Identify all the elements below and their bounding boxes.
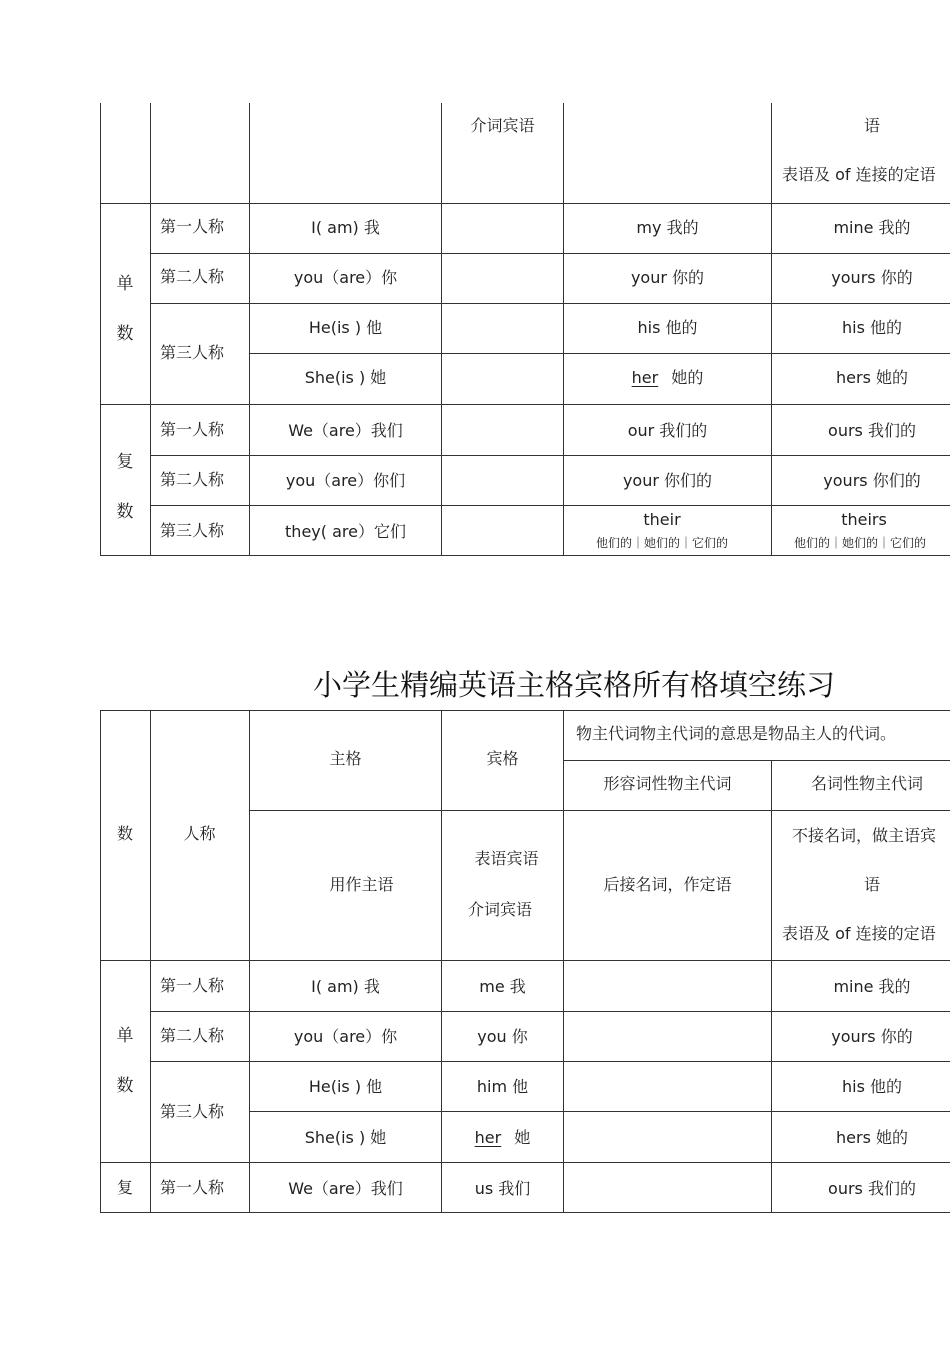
table-1-col-border xyxy=(441,103,442,556)
page-title: 小学生精编英语主格宾格所有格填空练习 xyxy=(313,668,836,702)
person-label: 第一人称 xyxy=(160,217,225,236)
header-noun-use-line2: 表语及 of 连接的定语 xyxy=(782,165,936,184)
number-singular-label: 单数 xyxy=(116,1026,134,1096)
number-plural-label: 复数 xyxy=(116,452,134,522)
person-label: 第三人称 xyxy=(160,521,225,540)
table-1-row-border xyxy=(150,505,950,506)
person-label: 第一人称 xyxy=(160,976,225,995)
possessive-adj-cell xyxy=(564,368,771,388)
table-1-row-border xyxy=(100,203,950,204)
header-noun-use-line3: 表语及 of 连接的定语 xyxy=(782,924,936,943)
person-label: 第一人称 xyxy=(160,420,225,439)
subject-cell: they( are）它们 xyxy=(285,522,406,541)
person-label: 第三人称 xyxy=(160,1102,225,1121)
header-subject-case: 主格 xyxy=(329,749,362,768)
table-1-row-border xyxy=(150,303,950,304)
possessive-pron-cell: ours 我们的 xyxy=(828,1179,916,1198)
object-cell: you 你 xyxy=(477,1027,528,1046)
number-singular-label: 单数 xyxy=(116,274,134,344)
table-2-row-border xyxy=(150,1011,950,1012)
possessive-pron-cell: his 他的 xyxy=(841,318,902,337)
header-noun-use-line1: 不接名词，做主语宾 xyxy=(792,826,937,845)
table-2-row-border xyxy=(150,1061,950,1062)
possessive-pron-cell: yours 你的 xyxy=(831,1027,913,1046)
person-label: 第二人称 xyxy=(160,267,225,286)
possessive-adj-cell: our 我们的 xyxy=(627,421,708,440)
table-1-row-border xyxy=(150,253,950,254)
possessive-pron-cell: ours 我们的 xyxy=(828,421,916,440)
table-1-row-border xyxy=(100,555,950,556)
table-2-row-border xyxy=(100,1162,950,1163)
table-2-col-border xyxy=(150,710,151,1213)
table-2-row-border xyxy=(249,1111,950,1112)
subject-cell: We（are）我们 xyxy=(288,421,403,440)
table-2-col-border xyxy=(100,710,101,1213)
header-object-use-line1: 表语宾语 xyxy=(474,849,539,868)
subject-cell: you（are）你 xyxy=(293,268,398,287)
header-number: 数 xyxy=(116,824,133,843)
possessive-adj-cell: my 我的 xyxy=(636,218,699,237)
subject-cell: I( am) 我 xyxy=(311,218,380,237)
possessive-adj-cell: your 你们的 xyxy=(622,471,713,490)
subject-cell: She(is ) 她 xyxy=(304,368,387,387)
subject-cell: you（are）你们 xyxy=(285,471,406,490)
possessive-pron-cell: yours 你的 xyxy=(831,268,913,287)
subject-cell: She(is ) 她 xyxy=(304,1128,387,1147)
object-cell: him 他 xyxy=(476,1077,529,1096)
number-plural-label: 复 xyxy=(116,1178,133,1197)
possessive-pron-cell: his 他的 xyxy=(841,1077,902,1096)
object-cell xyxy=(442,1128,563,1148)
subject-cell: We（are）我们 xyxy=(288,1179,403,1198)
underlined-answer: her xyxy=(631,368,659,387)
header-person: 人称 xyxy=(183,824,216,843)
header-object-case: 宾格 xyxy=(486,749,519,768)
table-2-row-border xyxy=(100,960,950,961)
subject-cell: you（are）你 xyxy=(293,1027,398,1046)
possessive-adj-cell: their xyxy=(643,510,681,529)
object-cell: us 我们 xyxy=(474,1179,531,1198)
person-label: 第二人称 xyxy=(160,1026,225,1045)
subject-cell: I( am) 我 xyxy=(311,977,380,996)
object-cell: me 我 xyxy=(479,977,526,996)
person-label: 第一人称 xyxy=(160,1178,225,1197)
possessive-adj-meaning: 她的 xyxy=(671,368,704,387)
header-noun-possessive: 名词性物主代词 xyxy=(810,774,923,793)
table-1-col-border xyxy=(150,103,151,556)
possessive-adj-cell: your 你的 xyxy=(630,268,705,287)
table-2-row-border xyxy=(563,760,950,761)
person-label: 第三人称 xyxy=(160,343,225,362)
possessive-pron-cell: theirs xyxy=(841,510,887,529)
possessive-pron-note: 他们的｜她们的｜它们的 xyxy=(793,536,926,550)
person-label: 第二人称 xyxy=(160,470,225,489)
underlined-answer: her xyxy=(474,1128,502,1147)
object-meaning: 她 xyxy=(514,1128,531,1147)
table-1-row-border xyxy=(100,404,950,405)
header-subject-use: 用作主语 xyxy=(329,875,394,894)
table-2-row-border xyxy=(249,810,950,811)
header-object-use-line2: 介词宾语 xyxy=(467,900,532,919)
header-adj-use: 后接名词，作定语 xyxy=(603,875,732,894)
subject-cell: He(is ) 他 xyxy=(308,1077,383,1096)
header-adj-possessive: 形容词性物主代词 xyxy=(603,774,732,793)
table-2-row-border xyxy=(100,1212,950,1213)
possessive-pron-cell: mine 我的 xyxy=(833,218,911,237)
possessive-pron-cell: hers 她的 xyxy=(836,1128,908,1147)
possessive-pron-cell: mine 我的 xyxy=(833,977,911,996)
possessive-pron-cell: yours 你们的 xyxy=(823,471,921,490)
possessive-pron-cell: hers 她的 xyxy=(836,368,908,387)
possessive-adj-note: 他们的｜她们的｜它们的 xyxy=(595,536,728,550)
header-noun-use-line1: 语 xyxy=(863,116,880,135)
subject-cell: He(is ) 他 xyxy=(308,318,383,337)
header-possessive-group: 物主代词物主代词的意思是物品主人的代词。 xyxy=(576,724,897,743)
possessive-adj-cell: his 他的 xyxy=(637,318,698,337)
header-prep-object: 介词宾语 xyxy=(470,116,535,135)
header-noun-use-line2: 语 xyxy=(863,875,880,894)
table-1-row-border xyxy=(250,353,950,354)
table-2-row-border xyxy=(100,710,950,711)
table-1-row-border xyxy=(150,455,950,456)
